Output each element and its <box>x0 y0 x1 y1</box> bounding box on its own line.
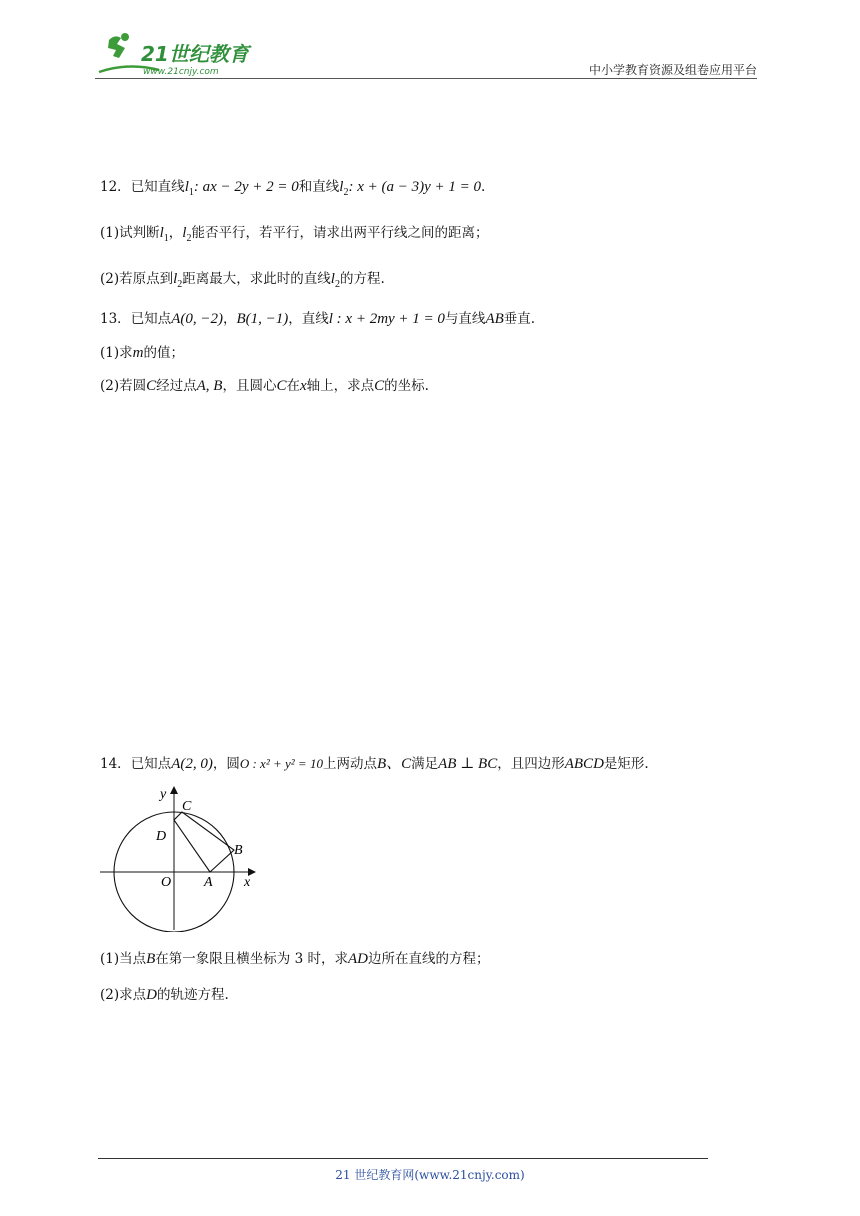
label-a: A <box>204 875 213 890</box>
q12-part1: (1)试判断$l_1$，$l_2$能否平行，若平行，请求出两平行线之间的距离； <box>100 225 489 244</box>
q14-part1: (1)当点B在第一象限且横坐标为 3 时，求AD边所在直线的方程； <box>100 951 490 967</box>
q12-part2: (2)若原点到$l_2$距离最大，求此时的直线$l_2$的方程. <box>100 271 385 290</box>
logo-main-text: 21世纪教育 <box>141 42 249 66</box>
page-header <box>95 30 757 80</box>
y-axis-arrow-icon <box>170 786 178 794</box>
rectangle-abcd <box>174 812 234 872</box>
q14-figure <box>98 782 268 932</box>
footer-text: 21 世纪教育网(www.21cnjy.com) <box>335 1168 525 1182</box>
q13-part2: (2)若圆C经过点A, B，且圆心C在x轴上，求点C的坐标. <box>100 378 429 394</box>
label-d: D <box>156 829 167 844</box>
q13-stem: 13．已知点A(0, −2)，B(1, −1)，直线l : x + 2my + 1 = 0与直线AB垂直. <box>100 311 536 327</box>
header-platform-text: 中小学教育资源及组卷应用平台 <box>588 63 757 77</box>
q14-part2: (2)求点D的轨迹方程. <box>100 987 229 1003</box>
footer-divider <box>98 1158 708 1159</box>
label-y: y <box>160 787 167 802</box>
label-c: C <box>182 799 192 814</box>
label-b: B <box>234 843 243 858</box>
q13-part1: (1)求m的值； <box>100 345 184 361</box>
logo-url-text: www.21cnjy.com <box>143 67 219 77</box>
header-divider <box>95 78 757 79</box>
label-x: x <box>244 875 251 890</box>
logo <box>95 30 265 78</box>
q14-stem: 14．已知点A(2, 0)，圆O : x² + y² = 10上两动点B、C满足AB ⊥ BC，且四边形ABCD是矩形. <box>100 756 649 772</box>
label-o: O <box>161 875 172 890</box>
q12-stem: 12．已知直线$l_1$: ax − 2y + 2 = 0和直线$l_2$: x + (a − 3)y + 1 = 0. <box>100 179 486 198</box>
